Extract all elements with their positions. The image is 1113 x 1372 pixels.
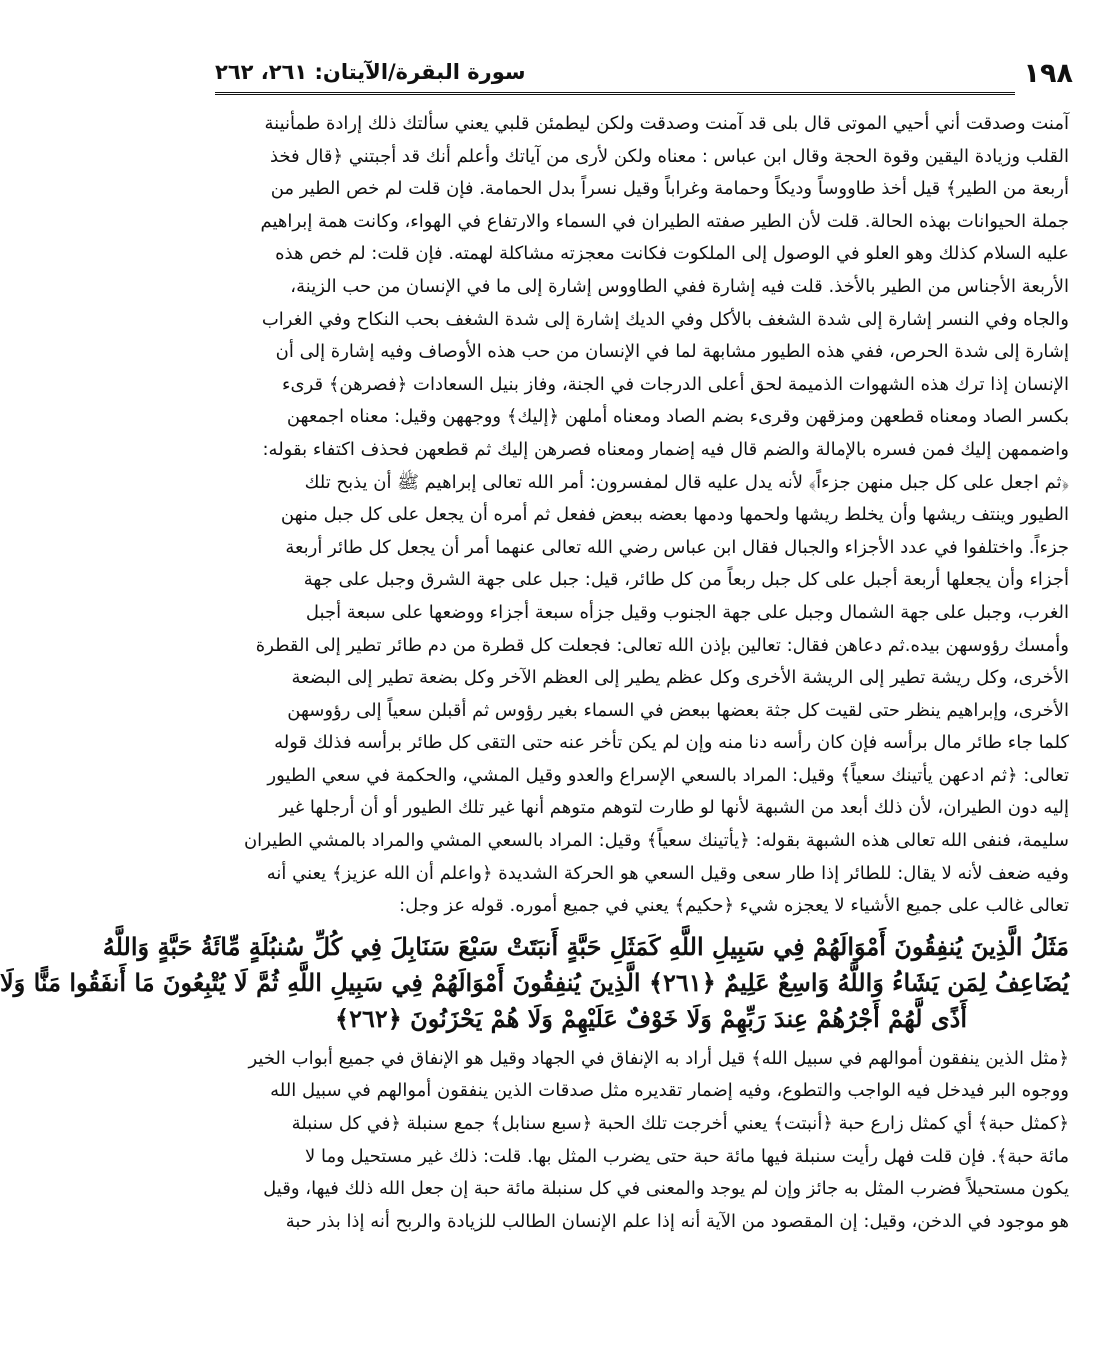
text-line: إليه دون الطيران، لأن ذلك أبعد من الشبهة لأنها لو طارت لتوهم متوهم أنها غير تلك الطيور أو أن أرجلها غير	[279, 797, 1069, 819]
text-line: تعالى: ﴿ثم ادعهن يأتينك سعياً﴾ وقيل: المراد بالسعي الإسراع والعدو وقيل المشي، والحكمة في سعي الطيور	[267, 764, 1069, 786]
text-line: هو موجود في الدخن، وقيل: إن المقصود من الآية أنه إذا علم الإنسان الطالب للزيادة والربح أنه إذا بذر حبة	[285, 1210, 1069, 1232]
surah-range: سورة البقرة/الآيتان: ٢٦١، ٢٦٢	[215, 60, 526, 84]
quran-verse-line: يُضَاعِفُ لِمَن يَشَاءُ وَاللَّهُ وَاسِعٌ عَلِيمٌ ﴿٢٦١﴾ الَّذِينَ يُنفِقُونَ أَمْوَالَهُمْ فِي سَبِيلِ اللَّهِ ثُمَّ لَا يُتْبِعُونَ مَا أَنفَقُوا مَنًّا وَلَا	[0, 967, 1069, 997]
text-line: والجاه وفي النسر إشارة إلى شدة الشغف بالأكل وفي الديك إشارة إلى شدة الشغف بحب النكاح وفي الغراب	[261, 308, 1069, 330]
text-line: وفيه ضعف لأنه لا يقال: للطائر إذا طار سعى وقيل السعي هو الحركة الشديدة ﴿واعلم أن الله عزيز﴾ يعني أنه	[266, 862, 1069, 884]
quran-verse-line: مَثَلُ الَّذِينَ يُنفِقُونَ أَمْوَالَهُمْ فِي سَبِيلِ اللَّهِ كَمَثَلِ حَبَّةٍ أَنبَتَتْ سَبْعَ سَنَابِلَ فِي كُلِّ سُنبُلَةٍ مِّائَةُ حَبَّةٍ وَاللَّهُ	[102, 931, 1069, 961]
header-rule	[215, 92, 1015, 95]
text-line: تعالى غالب على جميع الأشياء لا يعجزه شيء ﴿حكيم﴾ يعني في جميع أموره. قوله عز وجل:	[399, 895, 1069, 917]
text-line: القلب وزيادة اليقين وقوة الحجة وقال ابن عباس : معناه ولكن لأرى من آياتك وأعلم أنك قد أجبتني ﴿قال فخذ	[269, 145, 1069, 167]
page-number: ١٩٨	[1023, 58, 1073, 89]
text-line: سليمة، فنفى الله تعالى هذه الشبهة بقوله: ﴿يأتينك سعياً﴾ وقيل: المراد بالسعي المشي والمراد بالمشي الطيران	[243, 830, 1069, 852]
text-line: ووجوه البر فيدخل فيه الواجب والتطوع، وفيه إضمار تقديره مثل صدقات الذين ينفقون أموالهم في سبيل الله	[270, 1080, 1069, 1102]
text-line: الطيور وينتف ريشها وأن يخلط ريشها ولحمها ودمها بعضه ببعض ففعل ثم أمره أن يجعل على كل جبل منهن	[280, 504, 1069, 526]
text-line: إشارة إلى شدة الحرص، ففي هذه الطيور مشابهة لما في الإنسان من حب هذه الأوصاف وفيه إشارة إلى أن	[275, 341, 1069, 363]
text-line: وأمسك رؤوسهن بيده.ثم دعاهن فقال: تعالين بإذن الله تعالى: فجعلت كل قطرة من دم طائر تطير إلى القطرة	[255, 634, 1069, 656]
text-line: أربعة من الطير﴾ قيل أخذ طاووساً وديكاً وحمامة وغراباً وقيل نسراً بدل الحمامة. فإن قلت لم خص الطير من	[270, 178, 1069, 200]
text-line: ﴿ثم اجعل على كل جبل منهن جزءاً﴾ لأنه يدل عليه قال لمفسرون: أمر الله تعالى إبراهيم ﷺ أن يذبح تلك	[304, 471, 1069, 493]
page-body	[0, 108, 1069, 1238]
text-line: ﴿كمثل حبة﴾ أي كمثل زارع حبة ﴿أنبتت﴾ يعني أخرجت تلك الحبة ﴿سبع سنابل﴾ جمع سنبلة ﴿في كل سنبلة	[291, 1113, 1069, 1135]
text-line: الأخرى، وإبراهيم ينظر حتى لقيت كل جثة بعضها ببعض في السماء بغير رؤوس ثم أقبلن سعياً إلى رؤوسهن	[287, 699, 1069, 721]
text-line: واضممهن إليك فمن فسره بالإمالة والضم قال فيه إضمار ومعناه فصرهن إليك ثم قطعهن فحذف اكتفاء بقوله:	[262, 438, 1069, 460]
text-line: الغرب، وجبل على جهة الشمال وجبل على جهة الجنوب وقيل جزأه سبعة أجزاء ووضعها على سبعة أجبل	[305, 601, 1069, 623]
text-line: عليه السلام كذلك وهو العلو في الوصول إلى الملكوت فكانت معجزته مشاكلة لهمته. فإن قلت: لم خص هذه	[275, 243, 1069, 265]
text-line: الإنسان إذا ترك هذه الشهوات الذميمة لحق أعلى الدرجات في الجنة، وفاز بنيل السعادات ﴿فصرهن﴾ قرىء	[282, 373, 1069, 395]
quran-verse-line: أَذًى لَّهُمْ أَجْرُهُمْ عِندَ رَبِّهِمْ وَلَا خَوْفٌ عَلَيْهِمْ وَلَا هُمْ يَحْزَنُونَ ﴿٢٦٢﴾	[335, 1003, 967, 1033]
text-line: ﴿مثل الذين ينفقون أموالهم في سبيل الله﴾ قيل أراد به الإنفاق في الجهاد وقيل هو الإنفاق في جميع أبواب الخير	[248, 1047, 1069, 1069]
text-line: مائة حبة﴾. فإن قلت فهل رأيت سنبلة فيها مائة حبة حتى يضرب المثل بها. قلت: ذلك غير مستحيل وما لا	[305, 1145, 1069, 1167]
page-header	[215, 58, 1073, 98]
text-line: الأخرى، وكل ريشة تطير إلى الريشة الأخرى وكل عظم يطير إلى العظم الآخر وكل بضعة تطير إلى البضعة	[291, 667, 1069, 689]
text-line: آمنت وصدقت أني أحيي الموتى قال بلى قد آمنت وصدقت ولكن ليطمئن قلبي يعني سألتك ذلك إرادة طمأنينة	[264, 113, 1069, 134]
text-line: بكسر الصاد ومعناه قطعهن ومزقهن وقرىء بضم الصاد ومعناه أملهن ﴿إليك﴾ ووجههن وقيل: معناه اجمعهن	[286, 406, 1069, 428]
text-line: الأربعة الأجناس من الطير بالأخذ. قلت فيه إشارة ففي الطاووس إشارة إلى ما في الإنسان من حب الزينة،	[290, 275, 1069, 297]
text-line: جملة الحيوانات بهذه الحالة. قلت لأن الطير صفته الطيران في السماء والارتفاع في الهواء، وكانت همة إبراهيم	[260, 210, 1069, 232]
text-line: جزءاً. واختلفوا في عدد الأجزاء والجبال فقال ابن عباس رضي الله تعالى عنهما أمر أن يجعل كل طائر أربعة	[285, 536, 1069, 558]
text-line: أجزاء وأن يجعلها أربعة أجبل على كل جبل ربعاً من كل طائر، قيل: جبل على جهة الشرق وجبل على جهة	[303, 569, 1069, 591]
text-line: يكون مستحيلاً فضرب المثل به جائز وإن لم يوجد والمعنى في كل سنبلة مائة حبة إن جعل الله ذلك فيها، وقيل	[263, 1178, 1069, 1200]
text-line: كلما جاء طائر مال برأسه فإن كان رأسه دنا منه وإن لم يكن تأخر عنه حتى التقى كل طائر برأسه فذلك قوله	[274, 732, 1069, 754]
